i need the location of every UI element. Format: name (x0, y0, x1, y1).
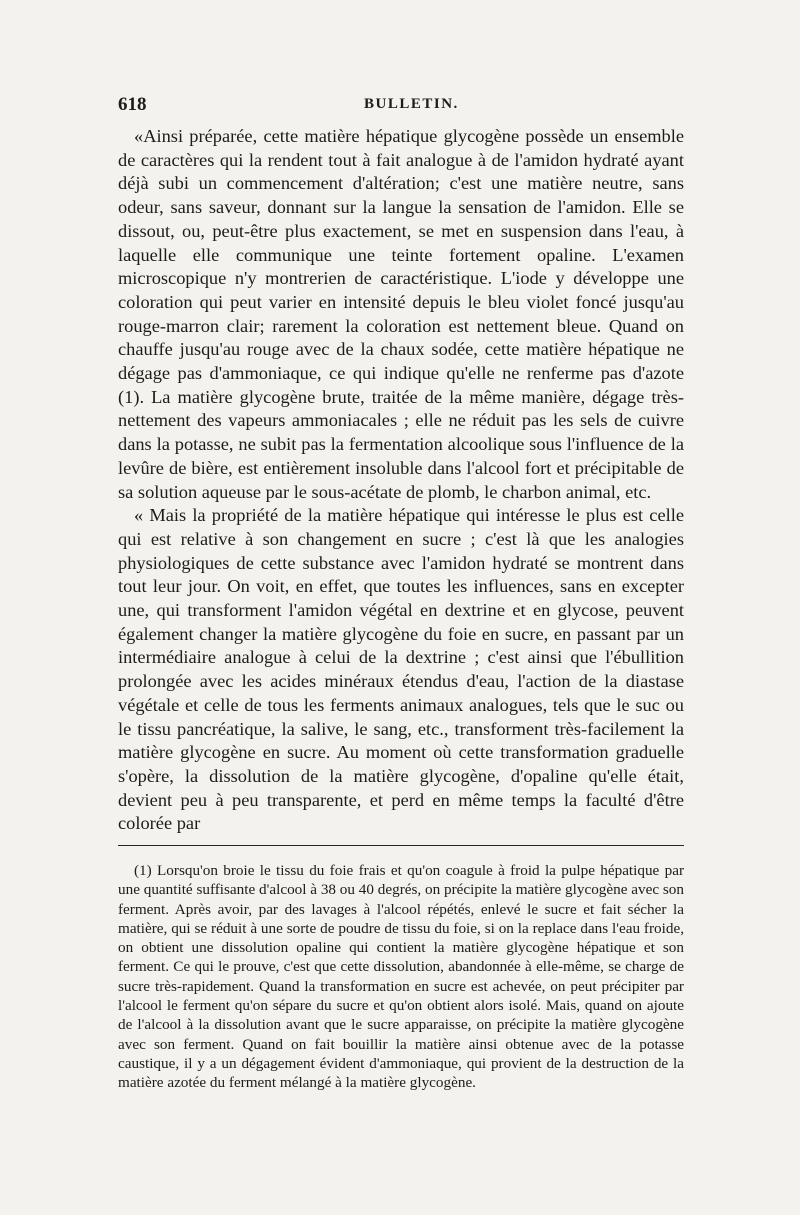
footnotes (118, 861, 684, 1093)
main-text (118, 125, 684, 836)
body-paragraph-1: «Ainsi préparée, cette matière hépatique glycogène possède un ensemble de caractères qui la rendent tout à fait analogue à de l'amidon hydraté ayant déjà subi un commencement d'altération; c'est une matière neutre, sans odeur, sans saveur, donnant sur la langue la sensation de l'amidon. Elle se dissout, ou, peut-être plus exactement, se met en suspension dans l'eau, à laquelle elle communique une teinte fortement opaline. L'examen microscopique n'y montrerien de caractéristique. L'iode y développe une coloration qui peut varier en intensité depuis le bleu violet foncé jusqu'au rouge-marron clair; rarement la coloration est nettement bleue. Quand on chauffe jusqu'au rouge avec de la chaux sodée, cette matière hépatique ne dégage pas d'ammoniaque, ce qui indique qu'elle ne renferme pas d'azote (1). La matière glycogène brute, traitée de la même manière, dégage très-nettement des vapeurs ammoniacales ; elle ne réduit pas les sels de cuivre dans la potasse, ne subit pas la fermentation alcoolique sous l'influence de la levûre de bière, est entièrement insoluble dans l'alcool fort et précipitable de sa solution aqueuse par le sous-acétate de plomb, le charbon animal, etc. (118, 126, 684, 502)
page-number: 618 (118, 94, 147, 115)
body-paragraph-2: « Mais la propriété de la matière hépatique qui intéresse le plus est celle qui est relative à son changement en sucre ; c'est là que les analogies physiologiques de cette substance avec l'amidon hydraté se montrent dans tout leur jour. On voit, en effet, que toutes les influences, sans en excepter une, qui transforment l'amidon végétal en dextrine et en glycose, peuvent également changer la matière glycogène du foie en sucre, en passant par un intermédiaire analogue à celui de la dextrine ; c'est ainsi que l'ébullition prolongée avec les acides minéraux étendus d'eau, l'action de la diastase végétale et celle de tous les ferments animaux analogues, tels que le suc ou le tissu pancréatique, la salive, le sang, etc., transforment très-facilement la matière glycogène en sucre. Au moment où cette transformation graduelle s'opère, la dissolution de la matière glycogène, d'opaline qu'elle était, devient peu à peu transparente, et perd en même temps la faculté d'être colorée par (118, 505, 684, 834)
running-head (118, 94, 683, 120)
footnote-divider (118, 845, 684, 846)
footnote-1: (1) Lorsqu'on broie le tissu du foie frais et qu'on coagule à froid la pulpe hépatique par une quantité suffisante d'alcool à 38 ou 40 degrés, on précipite la matière glycogène avec son ferment. Après avoir, par des lavages à l'alcool répétés, enlevé le sucre et fait sécher la matière, qui se réduit à une sorte de poudre de tissu du foie, si on la replace dans l'eau froide, on obtient une dissolution opaline qui contient la matière glycogène hépatique et son ferment. Ce qui le prouve, c'est que cette dissolution, abandonnée à elle-même, se charge de sucre très-rapidement. Quand la transformation en sucre est achevée, on peut précipiter par l'alcool le ferment qu'on sépare du sucre et qu'on obtient alors isolé. Mais, quand on ajoute de l'alcool à la dissolution avant que le sucre apparaisse, on précipite la matière glycogène avec son ferment. Quand on fait bouillir la matière ainsi obtenue avec de la potasse caustique, il y a un dégagement évident d'ammoniaque, qui provient de la destruction de la matière azotée du ferment mélangé à la matière glycogène. (118, 862, 684, 1092)
running-title: BULLETIN. (364, 96, 459, 112)
